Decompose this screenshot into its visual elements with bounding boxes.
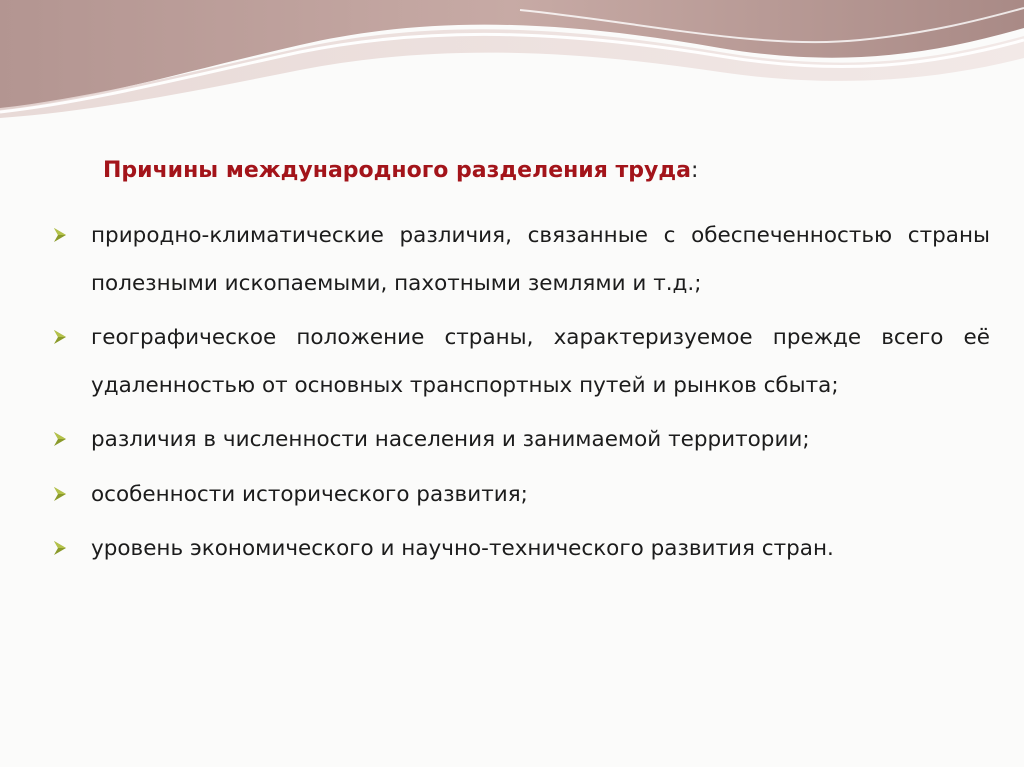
chevron-arrow-icon	[52, 431, 68, 447]
bullet-text: уровень экономического и научно-технического развития стран.	[91, 536, 834, 561]
bullet-text: особенности исторического развития;	[91, 481, 528, 507]
chevron-arrow-icon	[52, 540, 68, 556]
slide-title-colon: :	[690, 158, 699, 183]
bullet-item-historical-development	[52, 471, 990, 519]
decorative-wave-header	[0, 0, 1024, 130]
slide-title-text: Причины международного разделения труда	[103, 158, 691, 183]
bullet-text: природно-климатические различия, связанные с обеспеченностью страны полезными ископаемыми, пахотными землями и т.д.;	[91, 223, 990, 296]
chevron-arrow-icon	[52, 329, 68, 345]
bullet-item-population-territory	[52, 416, 990, 464]
bullet-list	[52, 212, 990, 580]
bullet-item-natural-climatic	[52, 212, 990, 307]
bullet-text: различия в численности населения и занимаемой территории;	[91, 427, 810, 452]
bullet-item-economic-level	[52, 525, 990, 573]
slide-title	[103, 158, 698, 183]
chevron-arrow-icon	[52, 486, 68, 502]
bullet-item-geographic-position	[52, 314, 990, 409]
chevron-arrow-icon	[52, 227, 68, 243]
bullet-text: географическое положение страны, характеризуемое прежде всего её удаленностью от основных транспортных путей и рынков сбыта;	[91, 325, 990, 398]
